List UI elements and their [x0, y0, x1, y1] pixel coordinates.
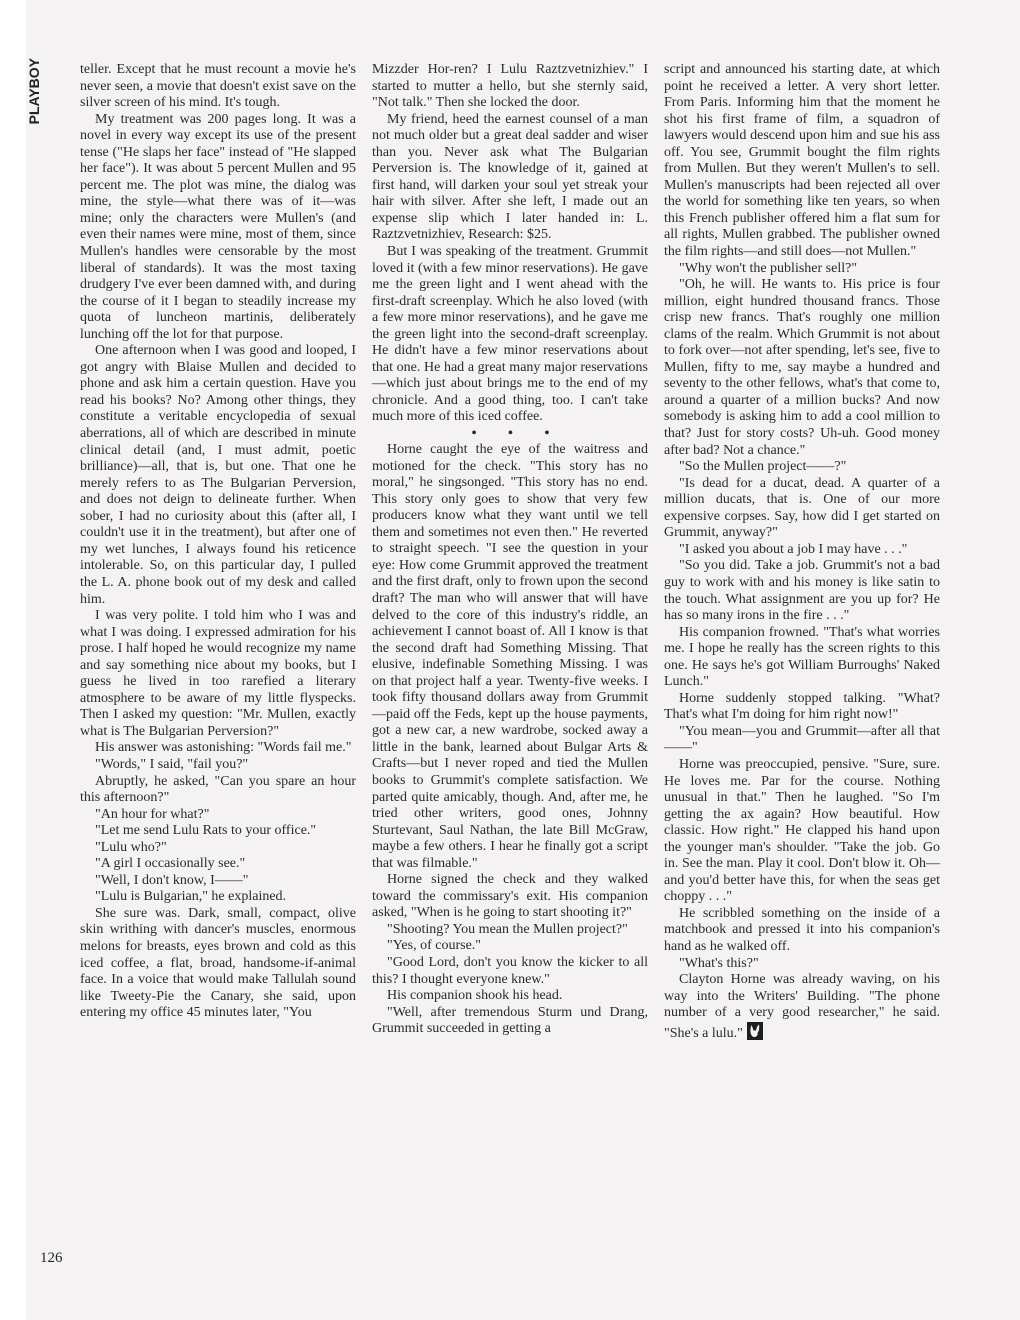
paragraph: "So you did. Take a job. Grummit's not a bad guy to work with and his money is like satin to the touch. What assignment are you up for? He has so many irons in the fire . . ." — [664, 558, 940, 624]
paragraph: Horne was preoccupied, pensive. "Sure, sure. He loves me. Par for the course. Nothing unusual in that." Then he laughed. "So I'm getting the ax again? How beautiful. How classic. How right." He clapped his hand upon the younger man's shoulder. "Take the job. Go in. See the man. Play it cool. Don't blow it. Oh—and you'd better have this, for when the seas get choppy . . ." — [664, 756, 940, 905]
paragraph: His companion shook his head. — [387, 988, 563, 1004]
paragraph: "I asked you about a job I may have . . ." — [679, 541, 908, 557]
paragraph: teller. Except that he must recount a movie he's never seen, a movie that doesn't exist save on the silver screen of his mind. It's tough. — [80, 62, 356, 111]
article-column-3 — [664, 62, 940, 1042]
paragraph: "So the Mullen project——?" — [679, 459, 847, 475]
paragraph: "Yes, of course." — [387, 938, 482, 954]
page-number: 126 — [40, 1250, 63, 1266]
paragraph: "Oh, he will. He wants to. His price is four million, eight hundred thousand francs. Those crisp new francs. That's roughly one million clams of the realm. Which Grummit is not about to fork over—not after spending, let's see, five to Mullen, fifty to me, say maybe a hundred and seventy to the other fellows, what's that come to, around a quarter of a million bucks? And now somebody is asking him to add a cool million to that? Just for story costs? Uh-uh. Good money after bad? Not a chance." — [664, 277, 940, 458]
paragraph: My treatment was 200 pages long. It was a novel in every way except its use of the present tense ("He slaps her face" instead of "He slapped her face"). It was about 5 percent Mullen and 95 percent me. The plot was mine, the dialog was mine, the style—what there was of it—was mine; only the characters were Mullen's (and even their names were mine, most of them, since Mullen's handles were censorable by the most liberal of standards). It was the most taxing drudgery I've ever been damned with, and during the course of it I began to steadily increase my quota of luncheon martinis, deliberately lunching off the lot for that purpose. — [80, 111, 356, 342]
paragraph: "Shooting? You mean the Mullen project?" — [387, 921, 628, 937]
paragraph: "A girl I occasionally see." — [95, 856, 246, 872]
paragraph: He scribbled something on the inside of a matchbook and pressed it into his companion's hand as he walked off. — [664, 905, 940, 954]
paragraph: "Well, I don't know, I——" — [95, 872, 249, 888]
paragraph: Horne caught the eye of the waitress and motioned for the check. "This story has no moral," he singsonged. "This story has no end. This story only goes to show that very few producers know what they want until we tell them and sometimes not even then." He reverted to straight speech. "I see the question in your eye: How come Grummit approved the treatment and the first draft, only to frown upon the second draft? The man who will answer that will have delved to the core of this industry's riddle, an achievement I cannot boast of. All I know is that the second draft had Something Missing. That elusive, indefinable Something Missing. I was on that project half a year. Twenty-five weeks. I took fifty thousand dollars away from Grummit—paid off the Feds, kept up the house payments, got a new car, a new wardrobe, socked away a little in the bank, learned about Bulgar Arts & Crafts—but I never roped and tied the Mullen books to Grummit's complete satisfaction. We parted quite amicably, though. And, after me, he tried other writers, good ones, Johnny Sturtevant, Saul Nathan, the late Bill McGraw, maybe a few others. I hear he finally got a script that was filmable." — [372, 442, 648, 871]
paragraph: I was very polite. I told him who I was and what I was doing. I expressed admiration for his prose. I half hoped he would recognize my name and say something nice about my books, but I guess he lived in too rarefied a literary atmosphere to be aware of my little flyspecks. Then I asked my question: "Mr. Mullen, exactly what is The Bulgarian Perversion?" — [80, 608, 356, 739]
paragraph: script and announced his starting date, at which point he received a letter. A very short letter. From Paris. Informing him that the moment he shot his first frame of film, a squadron of lawyers would descend upon him and sue his ass off. You see, Grummit bought the film rights from Mullen. But they weren't Mullen's to sell. Mullen's manuscripts had been rejected all over the world for something like ten years, so when this French publisher offered him a flat sum for all rights, Mullen grabbed. The publisher owned the film rights—and still does—not Mullen." — [664, 62, 940, 260]
rabbit-head-end-icon — [747, 1022, 763, 1040]
paragraph: Horne suddenly stopped talking. "What? That's what I'm doing for him right now!" — [664, 690, 940, 723]
paragraph: My friend, heed the earnest counsel of a man not much older but a great deal sadder and wiser than you. Never ask what The Bulgarian Perversion is. The knowledge of it, gained at first hand, will darken your soul yet streak your hair with silver. After she left, I made out an expense slip which I later handed in: L. Raztzvetnizhiev, Research: $25. — [372, 111, 648, 243]
paragraph: "An hour for what?" — [95, 806, 210, 822]
paragraph: Abruptly, he asked, "Can you spare an hour this afternoon?" — [80, 773, 356, 806]
paragraph: "Why won't the publisher sell?" — [679, 260, 858, 276]
paragraph: "You mean—you and Grummit—after all that——" — [664, 723, 940, 756]
section-separator: • • • — [471, 426, 564, 442]
paragraph: Mizzder Hor-ren? I Lulu Raztzvetnizhiev." I started to mutter a hello, but she sternly said, "Not talk." Then she locked the door. — [372, 62, 648, 111]
paragraph: "Lulu who?" — [95, 839, 167, 855]
paragraph: Clayton Horne was already waving, on his way into the Writers' Building. "The phone number of a very good researcher," he said. "She's a lulu." — [664, 972, 940, 1041]
paragraph: "Good Lord, don't you know the kicker to all this? I thought everyone knew." — [372, 954, 648, 987]
paragraph: "Is dead for a ducat, dead. A quarter of a million ducats, that is. One of our more expensive corpses. Say, how did I get started on Grummit, anyway?" — [664, 475, 940, 541]
paragraph: "Well, after tremendous Sturm und Drang, Grummit succeeded in getting a — [372, 1004, 648, 1037]
paragraph: "Let me send Lulu Rats to your office." — [95, 823, 317, 839]
last-paragraph-wrap — [664, 972, 940, 1042]
paragraph: One afternoon when I was good and looped, I got angry with Blaise Mullen and decided to phone and ask him a certain question. Have you read his books? No? Among other things, they constitute a veritable encyclopedia of sexual aberrations, all of which are described in minute clinical detail (and, I must admit, poetic brilliance)—all, that is, but one. That one he merely refers to as The Bulgarian Perversion, and does not deign to delineate further. When sober, I had no curiosity about this (after all, I couldn't use it in the treatment), but after one of my wet lunches, I always found his reticence intolerable. So, on this particular day, I pulled the L. A. phone book out of my desk and called him. — [80, 343, 356, 607]
paragraph: His answer was astonishing: "Words fail me." — [95, 740, 352, 756]
magazine-title-spine: PLAYBOY — [26, 58, 42, 125]
paragraph: Horne signed the check and they walked toward the commissary's exit. His companion asked, "When is he going to start shooting it?" — [372, 872, 648, 921]
paragraph: "What's this?" — [679, 955, 759, 971]
paragraph: "Lulu is Bulgarian," he explained. — [95, 889, 287, 905]
article-column-1 — [80, 62, 356, 1022]
article-column-2 — [372, 62, 648, 1038]
paragraph: "Words," I said, "fail you?" — [95, 756, 249, 772]
paragraph: His companion frowned. "That's what worries me. I hope he really has the screen rights to this one. He says he's got William Burroughs' Naked Lunch." — [664, 624, 940, 690]
paragraph: But I was speaking of the treatment. Grummit loved it (with a few minor reservations). He gave me the green light and I went ahead with the first-draft screenplay. Which he also loved (with a few more minor reservations), and he gave me the green light into the second-draft screenplay. He didn't have a few minor reservations about that one. He had a great many major reservations—which just about brings me to the end of my chronicle. And a good thing, too. I can't take much more of this iced coffee. — [372, 244, 648, 425]
paragraph: She sure was. Dark, small, compact, olive skin writhing with dancer's muscles, enormous melons for breasts, eyes brown and cold as this iced coffee, a flat, broad, handsome-if-animal face. In a voice that would make Tallulah sound like Tweety-Pie the Canary, she said, upon entering my office 45 minutes later, "You — [80, 905, 356, 1021]
